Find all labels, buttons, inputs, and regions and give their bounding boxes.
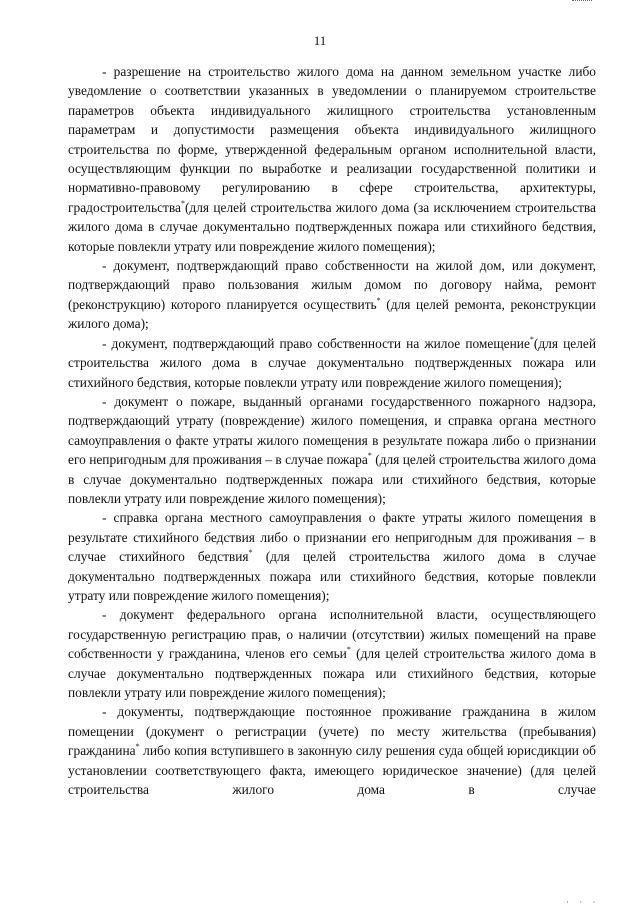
footnote-mark: *: [346, 645, 351, 655]
paragraph-text: - документ, подтверждающий право собственности на жилой дом, или документ, подтверждающий право пользования жилым домом по договору найма, ремонт (реконструкцию) которого планируется осуществить: [68, 258, 596, 312]
footnote-mark: *: [529, 334, 534, 344]
paragraph-text-cont: (для целей ремонта, реконструкции жилого дома);: [68, 296, 596, 332]
footnote-mark: *: [367, 451, 372, 461]
paragraph-5: [68, 508, 596, 605]
paragraph-text: - документ о пожаре, выданный органами государственного пожарного надзора, подтверждающий утрату (повреждение) жилого помещения, и справка органа местного самоуправления о факте утраты жилого помещения в результате пожара либо о признании его непригодным для проживания – в случае пожара: [68, 393, 596, 468]
paragraph-7: [68, 702, 596, 799]
paragraph-text-cont: (для целей строительства жилого дома (за исключением строительства жилого дома в случае документально подтвержденных пожара или стихийного бедствия, которые повлекли утрату или повреждение жилого помещения);: [68, 199, 596, 254]
footnote-mark: *: [135, 742, 140, 752]
footnote-mark: *: [248, 548, 253, 558]
paragraph-text: - документ, подтверждающий право собственности на жилое помещение: [102, 335, 530, 351]
paragraph-text: - разрешение на строительство жилого дома на данном земельном участке либо уведомление о соответствии указанных в уведомлении о планируемом строительстве параметров объекта индивидуального жилищного строительства установленным параметрам и допустимости размещения объекта индивидуального жилищного строительства по форме, утвержденной федеральным органом исполнительной власти, осуществляющим функции по выработке и реализации государственной политики и нормативно-правовому регулированию в сфере строительства, архитектуры, градостроительства: [68, 64, 596, 215]
paragraph-text-cont: (для целей строительства жилого дома в случае документально подтвержденных пожара или стихийного бедствия, которые повлекли утрату или повреждение жилого помещения);: [68, 549, 596, 603]
paragraph-text: - документ федерального органа исполнительной власти, осуществляющего государственную регистрацию прав, о наличии (отсутствии) жилых помещений на праве собственности у гражданина, членов его семьи: [68, 607, 596, 662]
paragraph-4: [68, 392, 596, 508]
paragraph-text-cont: (для целей строительства жилого дома в случае документально подтвержденных пожара или стихийного бедствия, которые повлекли утрату или повреждение жилого помещения);: [68, 452, 597, 506]
page-number: 11: [313, 33, 327, 48]
document-body: [68, 62, 596, 799]
scan-edge-mark: [572, 0, 592, 4]
scan-bottom-mark: · · ·: [566, 897, 600, 907]
footnote-mark: *: [180, 198, 185, 208]
paragraph-text-cont: либо копия вступившего в законную силу решения суда общей юрисдикции об установлении соответствующего факта, имеющего юридическое значение) (для целей строительства жилого дома в случае: [68, 743, 596, 798]
paragraph-text-cont: (для целей строительства жилого дома в случае документально подтвержденных пожара или стихийного бедствия, которые повлекли утрату или повреждение жилого помещения);: [68, 646, 597, 700]
paragraph-text-cont: (для целей строительства жилого дома в случае документально подтвержденных пожара или стихийного бедствия, которые повлекли утрату или повреждение жилого помещения);: [68, 335, 596, 390]
paragraph-2: [68, 256, 596, 334]
paragraph-3: [68, 334, 596, 392]
paragraph-1: [68, 62, 596, 256]
paragraph-text: - документы, подтверждающие постоянное проживание гражданина в жилом помещении (документ о регистрации (учете) по месту жительства (пребывания) гражданина: [68, 704, 596, 759]
paragraph-6: [68, 605, 596, 702]
footnote-mark: *: [376, 295, 381, 305]
paragraph-text: - справка органа местного самоуправления о факте утраты жилого помещения в результате стихийного бедствия либо о признании его непригодным для проживания – в случае стихийного бедствия: [68, 510, 596, 565]
